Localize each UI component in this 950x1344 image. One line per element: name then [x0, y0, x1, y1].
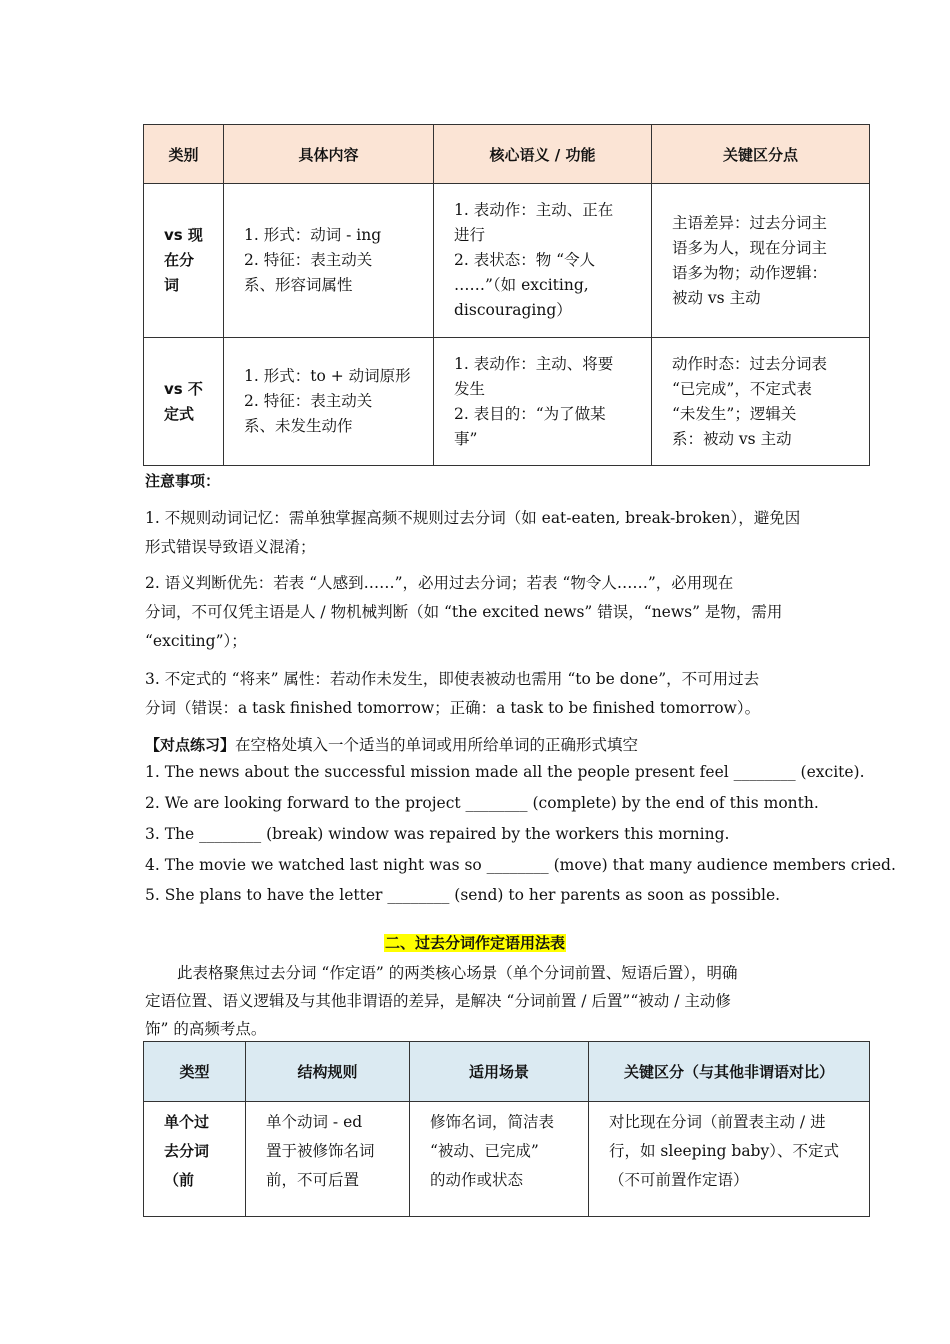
notes-title: 注意事项： [145, 472, 221, 490]
table-row [144, 1102, 870, 1217]
header-type: 类型 [144, 1042, 246, 1102]
row-content: 1. 形式：动词 - ing 2. 特征：表主动关 系、形容词属性 [224, 184, 434, 338]
note-line: 2. 语义判断优先：若表 “人感到……”，必用过去分词；若表 “物令人……”，必用现在 [145, 574, 734, 592]
header-rule: 结构规则 [246, 1042, 410, 1102]
table-header-row [144, 125, 870, 184]
table-header-row [144, 1042, 870, 1102]
row-category: 单个过 去分词 （前 [144, 1102, 246, 1217]
row-rule: 单个动词 - ed 置于被修饰名词 前，不可后置 [246, 1102, 410, 1217]
practice-title-bracket: 【对点练习】 [145, 736, 236, 754]
row-distinction: 动作时态：过去分词表 “已完成”，不定式表 “未发生”；逻辑关 系：被动 vs 主动 [652, 338, 870, 466]
row-content: 1. 形式：to + 动词原形 2. 特征：表主动关 系、未发生动作 [224, 338, 434, 466]
practice-item: 4. The movie we watched last night was so ________ (move) that many audience members cried. [145, 856, 896, 874]
intro-line: 此表格聚焦过去分词 “作定语” 的两类核心场景（单个分词前置、短语后置），明确 [177, 964, 738, 982]
comparison-table [143, 124, 870, 466]
section-heading [0, 932, 950, 953]
note-line: 3. 不定式的 “将来” 属性：若动作未发生，即使表被动也需用 “to be done”，不可用过去 [145, 670, 760, 688]
row-distinction: 对比现在分词（前置表主动 / 进 行，如 sleeping baby）、不定式 （不可前置作定语） [589, 1102, 870, 1217]
row-category: vs 现 在分 词 [144, 184, 224, 338]
note-line: 分词（错误：a task finished tomorrow；正确：a task to be finished tomorrow）。 [145, 699, 761, 717]
row-scene: 修饰名词，简洁表 “被动、已完成” 的动作或状态 [410, 1102, 589, 1217]
intro-line: 饰” 的高频考点。 [145, 1020, 267, 1038]
row-category: vs 不 定式 [144, 338, 224, 466]
intro-line: 定语位置、语义逻辑及与其他非谓语的差异，是解决 “分词前置 / 后置”“被动 / 主动修 [145, 992, 731, 1010]
practice-item: 3. The ________ (break) window was repaired by the workers this morning. [145, 825, 730, 843]
note-line: “exciting”）； [145, 632, 247, 650]
note-line: 形式错误导致语义混淆； [145, 538, 316, 556]
header-category: 类别 [144, 125, 224, 184]
practice-item: 5. She plans to have the letter ________ (send) to her parents as soon as possible. [145, 886, 781, 904]
header-distinction: 关键区分点 [652, 125, 870, 184]
section-heading-text: 二、过去分词作定语用法表 [384, 934, 565, 952]
row-semantics: 1. 表动作：主动、正在 进行 2. 表状态：物 “令人 ……”（如 exciting, discouraging） [434, 184, 652, 338]
table-row [144, 184, 870, 338]
table-row [144, 338, 870, 466]
practice-title [145, 733, 638, 755]
header-content: 具体内容 [224, 125, 434, 184]
practice-item: 2. We are looking forward to the project ________ (complete) by the end of this month. [145, 794, 819, 812]
header-semantics: 核心语义 / 功能 [434, 125, 652, 184]
note-line: 1. 不规则动词记忆：需单独掌握高频不规则过去分词（如 eat-eaten, break-broken），避免因 [145, 509, 801, 527]
row-distinction: 主语差异：过去分词主 语多为人，现在分词主 语多为物；动作逻辑： 被动 vs 主动 [652, 184, 870, 338]
attributive-usage-table [143, 1041, 870, 1217]
header-distinction: 关键区分（与其他非谓语对比） [589, 1042, 870, 1102]
row-semantics: 1. 表动作：主动、将要 发生 2. 表目的：“为了做某 事” [434, 338, 652, 466]
header-scene: 适用场景 [410, 1042, 589, 1102]
practice-item: 1. The news about the successful mission made all the people present feel ________ (excite). [145, 763, 865, 781]
practice-title-text: 在空格处填入一个适当的单词或用所给单词的正确形式填空 [235, 736, 639, 754]
note-line: 分词，不可仅凭主语是人 / 物机械判断（如 “the excited news” 错误，“news” 是物，需用 [145, 603, 783, 621]
